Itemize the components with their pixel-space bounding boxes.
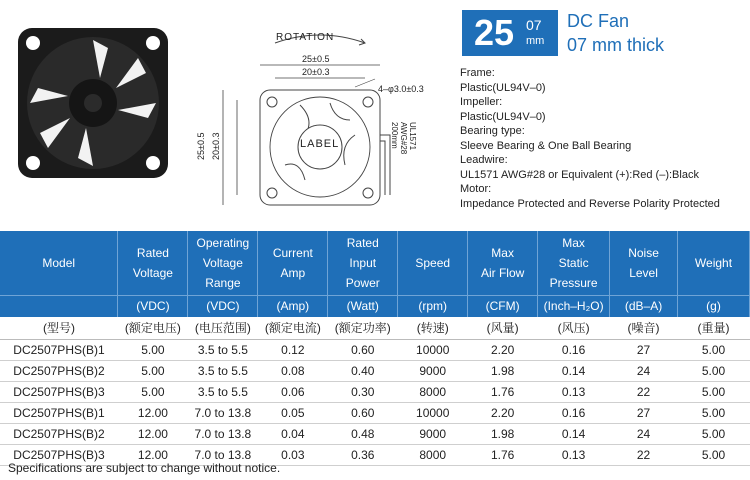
spec-line: Impeller:: [460, 96, 503, 108]
spec-list: [460, 66, 745, 211]
table-cell: 2.20: [468, 339, 538, 360]
fan-label-text: LABEL: [300, 138, 340, 150]
table-cell: 10000: [398, 339, 468, 360]
table-cell: 3.5 to 5.5: [188, 360, 258, 381]
wire-spec: [390, 122, 417, 154]
footnote: Specifications are subject to change without notice.: [8, 461, 281, 475]
product-subtitle: 07 mm thick: [567, 35, 665, 55]
model-cell: DC2507PHS(B)2: [0, 360, 118, 381]
table-cell: 5.00: [678, 339, 750, 360]
unit-cell: (dB–A): [610, 295, 678, 317]
table-cell: 3.5 to 5.5: [188, 339, 258, 360]
outer-dimension-vertical: 25±0.5: [196, 132, 206, 160]
model-cell: DC2507PHS(B)3: [0, 444, 118, 465]
outer-dimension: 25±0.5: [302, 54, 330, 64]
table-cell: 5.00: [678, 360, 750, 381]
table-cell: 9000: [398, 360, 468, 381]
header-current: Current Amp: [258, 231, 328, 295]
header-airflow: Max Air Flow: [468, 231, 538, 295]
table-cell: 0.04: [258, 423, 328, 444]
model-cell: DC2507PHS(B)1: [0, 402, 118, 423]
header-pressure: Max Static Pressure: [538, 231, 610, 295]
table-cell: 0.16: [538, 339, 610, 360]
table-cell: 0.05: [258, 402, 328, 423]
table-cell: 24: [610, 423, 678, 444]
table-cell: 0.13: [538, 444, 610, 465]
header-rated-voltage: Rated Voltage: [118, 231, 188, 295]
fan-photo: [8, 18, 178, 188]
spec-line: Plastic(UL94V–0): [460, 110, 546, 123]
cn-cell: (噪音): [610, 317, 678, 339]
header-operating-voltage: Operating Voltage Range: [188, 231, 258, 295]
table-row: [0, 360, 750, 381]
unit-cell: (Amp): [258, 295, 328, 317]
unit-cell: (CFM): [468, 295, 538, 317]
table-cell: 5.00: [118, 339, 188, 360]
header-row: [0, 231, 750, 295]
table-cell: 22: [610, 381, 678, 402]
thickness-number: 07: [526, 17, 542, 33]
table-cell: 5.00: [118, 360, 188, 381]
unit-cell: (VDC): [118, 295, 188, 317]
table-cell: 22: [610, 444, 678, 465]
rotation-label: ROTATION: [276, 32, 335, 43]
unit-cell: (Inch–H₂O): [538, 295, 610, 317]
cn-cell: (额定电压): [118, 317, 188, 339]
cn-cell: (电压范围): [188, 317, 258, 339]
table-cell: 0.14: [538, 360, 610, 381]
table-cell: 3.5 to 5.5: [188, 381, 258, 402]
table-cell: 27: [610, 402, 678, 423]
spec-line: Sleeve Bearing & One Ball Bearing: [460, 139, 632, 152]
table-cell: 0.06: [258, 381, 328, 402]
table-cell: 0.60: [328, 402, 398, 423]
table-cell: 12.00: [118, 402, 188, 423]
unit-cell: (Watt): [328, 295, 398, 317]
unit-row: [0, 295, 750, 317]
model-cell: DC2507PHS(B)2: [0, 423, 118, 444]
table-cell: 5.00: [678, 444, 750, 465]
table-cell: 8000: [398, 381, 468, 402]
spec-line: Frame:: [460, 67, 495, 79]
size-unit: mm: [526, 35, 545, 47]
header-noise: Noise Level: [610, 231, 678, 295]
table-cell: 27: [610, 339, 678, 360]
table-cell: 7.0 to 13.8: [188, 423, 258, 444]
table-cell: 10000: [398, 402, 468, 423]
header-speed: Speed: [398, 231, 468, 295]
hole-dimension: 4–φ3.0±0.3: [378, 84, 424, 94]
table-cell: 0.60: [328, 339, 398, 360]
table-row: [0, 423, 750, 444]
table-cell: 0.03: [258, 444, 328, 465]
table-cell: 12.00: [118, 423, 188, 444]
size-number: 25: [474, 12, 515, 53]
table-row: [0, 339, 750, 360]
table-cell: 1.76: [468, 381, 538, 402]
table-cell: 0.30: [328, 381, 398, 402]
spec-line: UL1571 AWG#28 or Equivalent (+):Red (–):Black: [460, 168, 699, 181]
inner-dimension-vertical: 20±0.3: [211, 132, 221, 160]
unit-cell: (VDC): [188, 295, 258, 317]
top-section: [0, 0, 750, 228]
table-cell: 5.00: [118, 381, 188, 402]
table-row: [0, 381, 750, 402]
spec-line: Leadwire:: [460, 154, 508, 166]
table-cell: 24: [610, 360, 678, 381]
header-model: Model: [0, 231, 118, 295]
inner-dimension: 20±0.3: [302, 67, 330, 77]
cn-cell: (转速): [398, 317, 468, 339]
table-cell: 2.20: [468, 402, 538, 423]
model-cell: DC2507PHS(B)3: [0, 381, 118, 402]
cn-cell: (型号): [0, 317, 118, 339]
spec-line: Plastic(UL94V–0): [460, 81, 546, 94]
table-cell: 1.98: [468, 423, 538, 444]
cn-cell: (重量): [678, 317, 750, 339]
table-cell: 0.16: [538, 402, 610, 423]
table-cell: 0.48: [328, 423, 398, 444]
size-badge: [462, 10, 558, 56]
wire-spec-line: AWG#28: [399, 122, 408, 155]
table-cell: 0.12: [258, 339, 328, 360]
unit-cell: (rpm): [398, 295, 468, 317]
chinese-label-row: [0, 317, 750, 339]
product-title: DC Fan: [567, 11, 630, 31]
cn-cell: (风压): [538, 317, 610, 339]
spec-line: Bearing type:: [460, 125, 525, 137]
spec-line: Motor:: [460, 183, 492, 195]
table-cell: 5.00: [678, 381, 750, 402]
table-cell: 0.13: [538, 381, 610, 402]
table-cell: 5.00: [678, 423, 750, 444]
cn-cell: (额定电流): [258, 317, 328, 339]
table-cell: 0.14: [538, 423, 610, 444]
wire-spec-line: UL1571: [408, 122, 417, 151]
table-cell: 7.0 to 13.8: [188, 444, 258, 465]
cn-cell: (额定功率): [328, 317, 398, 339]
unit-cell: [0, 295, 118, 317]
table-cell: 5.00: [678, 402, 750, 423]
table-cell: 1.98: [468, 360, 538, 381]
cn-cell: (风量): [468, 317, 538, 339]
table-cell: 8000: [398, 444, 468, 465]
table-cell: 0.08: [258, 360, 328, 381]
spec-line: Impedance Protected and Reverse Polarity Protected: [460, 197, 720, 210]
header-power: Rated Input Power: [328, 231, 398, 295]
wire-spec-line: 200mm: [390, 122, 399, 149]
table-cell: 7.0 to 13.8: [188, 402, 258, 423]
table-cell: 9000: [398, 423, 468, 444]
header-weight: Weight: [678, 231, 750, 295]
table-cell: 0.36: [328, 444, 398, 465]
table-cell: 1.76: [468, 444, 538, 465]
model-cell: DC2507PHS(B)1: [0, 339, 118, 360]
unit-cell: (g): [678, 295, 750, 317]
spec-table: [0, 231, 750, 466]
table-cell: 12.00: [118, 444, 188, 465]
table-row: [0, 402, 750, 423]
table-cell: 0.40: [328, 360, 398, 381]
